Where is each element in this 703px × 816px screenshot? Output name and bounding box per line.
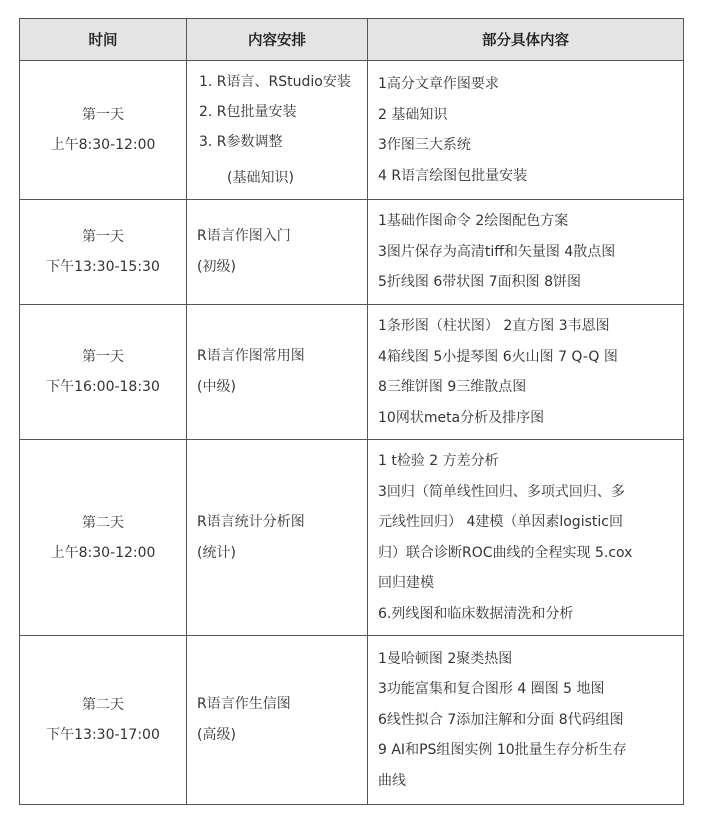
day-label: 第二天 — [82, 514, 124, 531]
table-row — [20, 636, 684, 805]
content-line: 3作图三大系统 — [378, 137, 471, 153]
header-arrangement: 内容安排 — [187, 19, 368, 61]
content-line: 2 基础知识 — [378, 106, 448, 123]
arrangement-list — [197, 67, 366, 157]
day-label: 第一天 — [82, 349, 124, 365]
list-item: 2. R包批量安装 — [199, 104, 297, 120]
time-range: 下午13:30-17:00 — [46, 727, 160, 743]
list-item: 3. R参数调整 — [199, 134, 283, 150]
content-line: 元线性回归） 4建模（单因素logistic回 — [378, 514, 623, 530]
content-line: 8三维饼图 9三维散点图 — [378, 379, 527, 395]
arrangement-level: (统计) — [197, 544, 236, 561]
content-line: 3功能富集和复合图形 4 圈图 5 地图 — [378, 681, 605, 698]
content-cell — [368, 200, 684, 305]
content-cell — [368, 61, 684, 200]
content-line: 3回归（简单线性回归、多项式回归、多 — [378, 483, 625, 500]
content-line: 1高分文章作图要求 — [378, 76, 499, 92]
arrangement-cell — [187, 305, 368, 440]
content-line: 4箱线图 5小提琴图 6火山图 7 Q-Q 图 — [378, 348, 618, 365]
content-line: 4 R语言绘图包批量安装 — [378, 167, 528, 184]
table-row — [20, 61, 684, 200]
schedule-table — [19, 18, 684, 805]
content-line: 6线性拟合 7添加注解和分面 8代码组图 — [378, 711, 624, 728]
header-content: 部分具体内容 — [368, 19, 684, 61]
content-line: 1 t检验 2 方差分析 — [378, 453, 499, 469]
arrangement-level: (中级) — [197, 379, 236, 395]
arrangement-title: R语言作图入门 — [197, 228, 291, 244]
time-range: 上午8:30-12:00 — [50, 544, 156, 561]
content-line: 曲线 — [378, 772, 406, 789]
content-line: 归）联合诊断ROC曲线的全程实现 5.cox — [378, 544, 633, 561]
time-cell — [20, 61, 187, 200]
content-line: 5折线图 6带状图 7面积图 8饼图 — [378, 274, 581, 291]
content-cell — [368, 636, 684, 805]
time-range: 上午8:30-12:00 — [50, 137, 156, 153]
arrangement-cell — [187, 200, 368, 305]
arrangement-cell — [187, 440, 368, 636]
content-line: 6.列线图和临床数据清洗和分析 — [378, 605, 574, 622]
table-row — [20, 200, 684, 305]
day-label: 第二天 — [82, 697, 124, 713]
content-cell — [368, 305, 684, 440]
content-line: 1基础作图命令 2绘图配色方案 — [378, 213, 569, 230]
time-cell — [20, 636, 187, 805]
content-line: 10网状meta分析及排序图 — [378, 409, 545, 426]
arrangement-cell — [187, 61, 368, 200]
content-line: 回归建模 — [378, 575, 434, 591]
content-line: 3图片保存为高清tiff和矢量图 4散点图 — [378, 243, 616, 260]
arrangement-note: (基础知识) — [227, 170, 294, 186]
arrangement-level: (高级) — [197, 727, 236, 743]
time-range: 下午13:30-15:30 — [46, 259, 160, 275]
time-cell — [20, 200, 187, 305]
table-row — [20, 305, 684, 440]
list-item: 1. R语言、RStudio安装 — [199, 74, 351, 90]
content-line: 1条形图（柱状图） 2直方图 3韦恩图 — [378, 318, 610, 334]
content-line: 1曼哈顿图 2聚类热图 — [378, 650, 513, 667]
time-cell — [20, 440, 187, 636]
content-cell — [368, 440, 684, 636]
arrangement-title: R语言统计分析图 — [197, 513, 305, 530]
day-label: 第一天 — [82, 107, 124, 123]
time-range: 下午16:00-18:30 — [46, 379, 160, 395]
table-row — [20, 440, 684, 636]
header-row — [20, 19, 684, 61]
arrangement-title: R语言作图常用图 — [197, 348, 305, 364]
arrangement-level: (初级) — [197, 259, 236, 275]
time-cell — [20, 305, 187, 440]
day-label: 第一天 — [82, 229, 124, 245]
arrangement-title: R语言作生信图 — [197, 696, 291, 712]
arrangement-cell — [187, 636, 368, 805]
header-time: 时间 — [20, 19, 187, 61]
content-line: 9 AI和PS组图实例 10批量生存分析生存 — [378, 742, 627, 759]
